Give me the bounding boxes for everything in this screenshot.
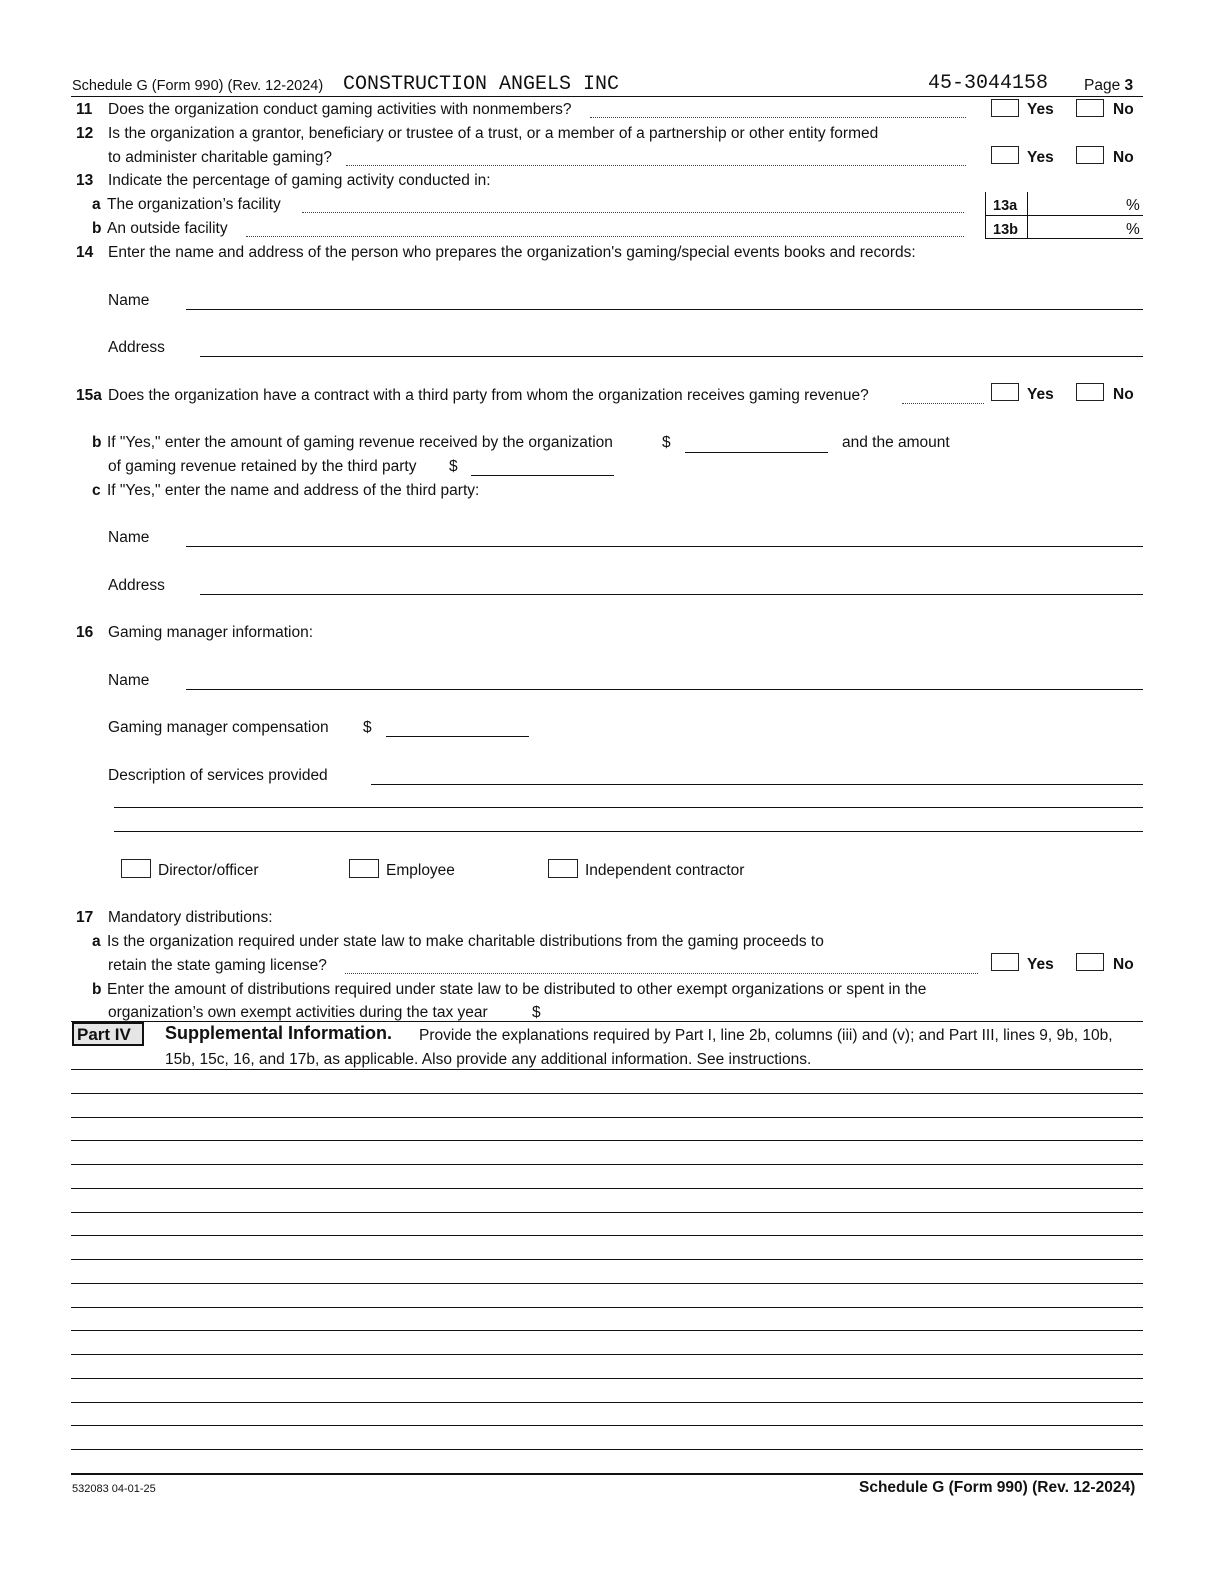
q16-description-field-3[interactable] (114, 831, 1143, 832)
q16-name-label: Name (108, 672, 150, 689)
supplemental-line[interactable] (71, 1449, 1143, 1450)
q12-yes-checkbox[interactable] (991, 146, 1019, 164)
supplemental-line[interactable] (71, 1378, 1143, 1379)
q11-yes-label: Yes (1027, 101, 1054, 118)
q17b-text-line2: organization’s own exempt activities during the tax year (108, 1004, 488, 1021)
q15b-letter: b (92, 434, 102, 451)
q11-text: Does the organization conduct gaming activities with nonmembers? (108, 101, 572, 118)
q13b-text: An outside facility (107, 220, 228, 237)
ein: 45-3044158 (928, 72, 1049, 95)
q14-text: Enter the name and address of the person who prepares the organization's gaming/special events books and records: (108, 244, 916, 261)
q12-no-checkbox[interactable] (1076, 146, 1104, 164)
q13b-percent-sign: % (1126, 221, 1140, 238)
supplemental-line[interactable] (71, 1425, 1143, 1426)
part4-top-rule (71, 1021, 1143, 1022)
q16-description-field[interactable] (371, 784, 1143, 785)
q12-number: 12 (76, 125, 94, 142)
q15b-text-line2: of gaming revenue retained by the third party (108, 458, 417, 475)
q15c-address-field[interactable] (200, 594, 1143, 595)
q16-number: 16 (76, 624, 94, 641)
q17b-letter: b (92, 981, 102, 998)
supplemental-line[interactable] (71, 1259, 1143, 1260)
header-rule (71, 96, 1143, 97)
q15a-no-checkbox[interactable] (1076, 383, 1104, 401)
page-label: Page 3 (1084, 77, 1134, 94)
leader-dots (345, 973, 978, 974)
q15b-revenue-retained-field[interactable] (471, 475, 614, 476)
q17a-yes-checkbox[interactable] (991, 953, 1019, 971)
q15c-address-label: Address (108, 577, 165, 594)
independent-contractor-label: Independent contractor (585, 862, 745, 879)
q15a-no-label: No (1113, 386, 1134, 403)
q17-number: 17 (76, 909, 94, 926)
supplemental-line[interactable] (71, 1164, 1143, 1165)
part4-label: Part IV (77, 1025, 131, 1044)
q13b-percent-field[interactable] (1030, 219, 1124, 237)
supplemental-line[interactable] (71, 1093, 1143, 1094)
part4-tag (72, 1022, 144, 1046)
q15a-number: 15a (76, 387, 102, 404)
supplemental-line[interactable] (71, 1330, 1143, 1331)
q11-no-label: No (1113, 101, 1134, 118)
footer-form-name: Schedule G (Form 990) (Rev. 12-2024) (859, 1479, 1136, 1496)
q16-compensation-label: Gaming manager compensation (108, 719, 329, 736)
employee-label: Employee (386, 862, 455, 879)
q11-number: 11 (76, 101, 93, 118)
leader-dots (302, 212, 964, 213)
q15c-name-label: Name (108, 529, 150, 546)
q17b-amount-field[interactable] (548, 1004, 708, 1022)
supplemental-line[interactable] (71, 1283, 1143, 1284)
organization-name: CONSTRUCTION ANGELS INC (343, 73, 620, 96)
independent-contractor-checkbox[interactable] (548, 859, 578, 878)
q13b-letter: b (92, 220, 102, 237)
q13-box-rule (985, 215, 1143, 216)
footer-rule (71, 1473, 1143, 1475)
leader-dots (902, 403, 984, 404)
q17-text: Mandatory distributions: (108, 909, 273, 926)
supplemental-line[interactable] (71, 1069, 1143, 1070)
supplemental-line[interactable] (71, 1212, 1143, 1213)
supplemental-line[interactable] (71, 1307, 1143, 1308)
q14-address-label: Address (108, 339, 165, 356)
leader-dots (246, 236, 964, 237)
q15c-name-field[interactable] (186, 546, 1143, 547)
supplemental-line[interactable] (71, 1354, 1143, 1355)
supplemental-line[interactable] (71, 1402, 1143, 1403)
q13a-percent-field[interactable] (1030, 196, 1124, 214)
q17a-no-checkbox[interactable] (1076, 953, 1104, 971)
q15c-text: If "Yes," enter the name and address of the third party: (107, 482, 480, 499)
supplemental-line[interactable] (71, 1117, 1143, 1118)
q16-compensation-field[interactable] (386, 736, 529, 737)
director-officer-checkbox[interactable] (121, 859, 151, 878)
q15c-letter: c (92, 482, 101, 499)
q13a-box-label: 13a (993, 198, 1018, 214)
q15b-dollar-sign-2: $ (449, 458, 458, 475)
q16-description-field-2[interactable] (114, 807, 1143, 808)
q15a-text: Does the organization have a contract with a third party from whom the organization receives gaming revenue? (108, 387, 869, 404)
employee-checkbox[interactable] (349, 859, 379, 878)
q16-text: Gaming manager information: (108, 624, 314, 641)
q17a-text-line2: retain the state gaming license? (108, 957, 327, 974)
q17a-text-line1: Is the organization required under state law to make charitable distributions from the gaming proceeds to (107, 933, 824, 950)
q15b-text-line1: If "Yes," enter the amount of gaming revenue received by the organization (107, 434, 613, 451)
q11-yes-checkbox[interactable] (991, 99, 1019, 117)
part4-title: Supplemental Information. (165, 1023, 393, 1043)
q12-yes-label: Yes (1027, 149, 1054, 166)
q13a-text: The organization’s facility (107, 196, 281, 213)
leader-dots (590, 117, 966, 118)
q13a-percent-sign: % (1126, 197, 1140, 214)
supplemental-line[interactable] (71, 1140, 1143, 1141)
leader-dots (346, 165, 966, 166)
q12-no-label: No (1113, 149, 1134, 166)
q15b-dollar-sign: $ (662, 434, 671, 451)
q15a-yes-label: Yes (1027, 386, 1054, 403)
supplemental-line[interactable] (71, 1235, 1143, 1236)
footer-code: 532083 04-01-25 (72, 1483, 156, 1495)
q12-text-line2: to administer charitable gaming? (108, 149, 333, 166)
q17b-text-line1: Enter the amount of distributions required under state law to be distributed to other exempt organizations or spent in the (107, 981, 927, 998)
q16-description-label: Description of services provided (108, 767, 328, 784)
q14-name-field[interactable] (186, 309, 1143, 310)
q13a-letter: a (92, 196, 101, 213)
q17b-dollar-sign: $ (532, 1004, 541, 1021)
q14-number: 14 (76, 244, 94, 261)
q17a-letter: a (92, 933, 101, 950)
q13-number: 13 (76, 172, 94, 189)
q14-name-label: Name (108, 292, 150, 309)
director-officer-label: Director/officer (158, 862, 259, 879)
q15b-revenue-received-field[interactable] (685, 452, 828, 453)
form-name: Schedule G (Form 990) (Rev. 12-2024) (72, 78, 324, 94)
supplemental-line[interactable] (71, 1188, 1143, 1189)
q16-dollar-sign: $ (363, 719, 372, 736)
q17a-yes-label: Yes (1027, 956, 1054, 973)
q12-text-line1: Is the organization a grantor, beneficiary or trustee of a trust, or a member of a partnership or other entity formed (108, 125, 879, 142)
q14-address-field[interactable] (200, 356, 1143, 357)
q17a-no-label: No (1113, 956, 1134, 973)
q13b-box-label: 13b (993, 222, 1018, 238)
q15b-and-amount: and the amount (842, 434, 950, 451)
part4-text-line2: 15b, 15c, 16, and 17b, as applicable. Also provide any additional information. See instructions. (165, 1051, 812, 1068)
q13-text: Indicate the percentage of gaming activity conducted in: (108, 172, 491, 189)
q11-no-checkbox[interactable] (1076, 99, 1104, 117)
q16-name-field[interactable] (186, 689, 1143, 690)
q15a-yes-checkbox[interactable] (991, 383, 1019, 401)
part4-text-line1: Provide the explanations required by Part I, line 2b, columns (iii) and (v); and Part III, lines 9, 9b, 10b, (419, 1027, 1113, 1044)
